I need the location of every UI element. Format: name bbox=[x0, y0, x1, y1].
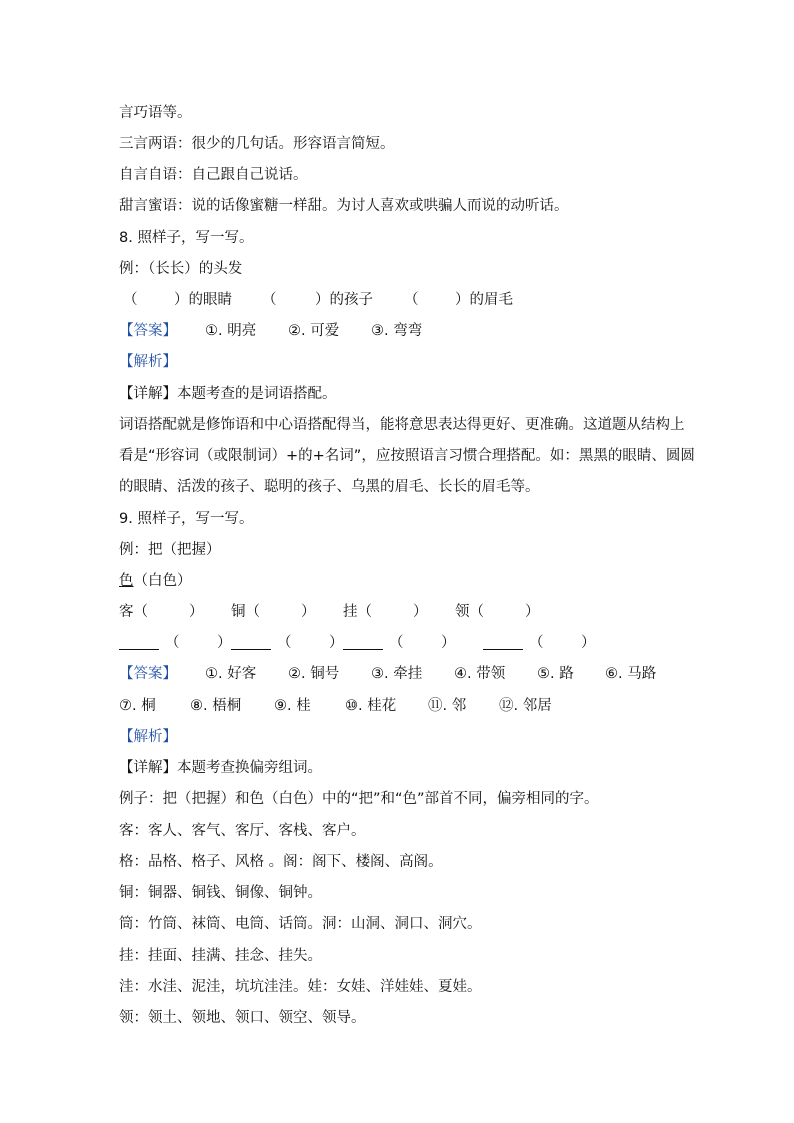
fill-blank[interactable] bbox=[483, 635, 523, 650]
answer-tag: 【答案】 bbox=[119, 323, 177, 339]
fill-blank[interactable] bbox=[231, 635, 271, 650]
text-line: 领：领土、领地、领口、领空、领导。 bbox=[119, 1010, 366, 1026]
example-line: 例：把（把握） bbox=[119, 542, 221, 558]
answer-item: ③. 弯弯 bbox=[371, 323, 423, 339]
text-line: 挂：挂面、挂满、挂念、挂失。 bbox=[119, 948, 322, 964]
paren-open: （ bbox=[262, 292, 277, 308]
text-line: 三言两语：很少的几句话。形容语言简短。 bbox=[119, 136, 395, 152]
text-line: 客：客人、客气、客厅、客栈、客户。 bbox=[119, 823, 366, 839]
paren-close: ） bbox=[189, 604, 204, 620]
text-line: 的眼睛、活泼的孩子、聪明的孩子、乌黑的眉毛、长长的眉毛等。 bbox=[119, 479, 540, 495]
char-label: 铜（ bbox=[231, 604, 260, 620]
paren-open: （ bbox=[277, 635, 292, 651]
blank-label: ）的眉毛 bbox=[455, 292, 513, 308]
answer-item: ④. 带领 bbox=[454, 666, 506, 682]
text-line: 词语搭配就是修饰语和中心语搭配得当，能将意思表达得更好、更准确。这道题从结构上 bbox=[119, 417, 685, 433]
paren-close: ） bbox=[525, 604, 540, 620]
example-line bbox=[119, 571, 192, 591]
answer-item: ②. 铜号 bbox=[288, 666, 340, 682]
paren-open: （ bbox=[404, 292, 419, 308]
text-line: 【详解】本题考查的是词语搭配。 bbox=[119, 386, 337, 402]
answer-item: ⑤. 路 bbox=[537, 666, 574, 682]
paren-close: ） bbox=[217, 635, 232, 651]
paren-open: （ bbox=[529, 635, 544, 651]
answer-item: ⑩. 桂花 bbox=[345, 698, 397, 714]
analysis-tag: 【解析】 bbox=[119, 729, 177, 745]
paren-close: ） bbox=[329, 635, 344, 651]
text-line: 看是“形容词（或限制词）+的+名词”，应按照语言习惯合理搭配。如：黑黑的眼睛、圆圆 bbox=[119, 448, 695, 464]
text-line: 筒：竹筒、袜筒、电筒、话筒。洞：山洞、洞口、洞穴。 bbox=[119, 916, 482, 932]
answer-item: ⑫. 邻居 bbox=[499, 698, 552, 714]
text-line: 铜：铜器、铜钱、铜像、铜钟。 bbox=[119, 885, 322, 901]
answer-item: ①. 明亮 bbox=[205, 323, 257, 339]
answer-item: ⑧. 梧桐 bbox=[190, 698, 242, 714]
text-line: 例子：把（把握）和色（白色）中的“把”和“色”部首不同，偏旁相同的字。 bbox=[119, 791, 599, 807]
question-8-heading: 8. 照样子，写一写。 bbox=[119, 230, 254, 246]
answer-item: ⑥. 马路 bbox=[605, 666, 657, 682]
text-line: 自言自语：自己跟自己说话。 bbox=[119, 167, 308, 183]
blank-label: ）的眼睛 bbox=[174, 292, 232, 308]
answer-item: ①. 好客 bbox=[205, 666, 257, 682]
text-line: 格：品格、格子、风格 。阁：阁下、楼阁、高阁。 bbox=[119, 854, 443, 870]
answer-item: ②. 可爱 bbox=[288, 323, 340, 339]
paren-open: （ bbox=[389, 635, 404, 651]
char-label: 领（ bbox=[455, 604, 484, 620]
answer-item: ⑪. 邻 bbox=[428, 698, 467, 714]
char-label: 客（ bbox=[119, 604, 148, 620]
analysis-tag: 【解析】 bbox=[119, 354, 177, 370]
paren-close: ） bbox=[441, 635, 456, 651]
example-line: 例：（长长）的头发 bbox=[119, 261, 243, 277]
answer-item: ⑦. 桐 bbox=[119, 698, 156, 714]
underlined-char: 色 bbox=[119, 573, 134, 589]
text-line: 【详解】本题考查换偏旁组词。 bbox=[119, 760, 322, 776]
text-line: 言巧语等。 bbox=[119, 105, 192, 121]
paren-open: （ bbox=[123, 292, 138, 308]
answer-item: ③. 牵挂 bbox=[371, 666, 423, 682]
paren-close: ） bbox=[301, 604, 316, 620]
example-rest: （白色） bbox=[133, 573, 192, 589]
char-label: 挂（ bbox=[343, 604, 372, 620]
fill-blank[interactable] bbox=[343, 635, 383, 650]
paren-close: ） bbox=[581, 635, 596, 651]
text-line: 甜言蜜语：说的话像蜜糖一样甜。为讨人喜欢或哄骗人而说的动听话。 bbox=[119, 198, 569, 214]
text-line: 洼：水洼、泥洼，坑坑洼洼。娃：女娃、洋娃娃、夏娃。 bbox=[119, 979, 482, 995]
blank-label: ）的孩子 bbox=[315, 292, 373, 308]
fill-blank[interactable] bbox=[119, 635, 159, 650]
answer-item: ⑨. 桂 bbox=[274, 698, 311, 714]
answer-tag: 【答案】 bbox=[119, 666, 177, 682]
paren-close: ） bbox=[413, 604, 428, 620]
paren-open: （ bbox=[165, 635, 180, 651]
question-9-heading: 9. 照样子，写一写。 bbox=[119, 511, 254, 527]
